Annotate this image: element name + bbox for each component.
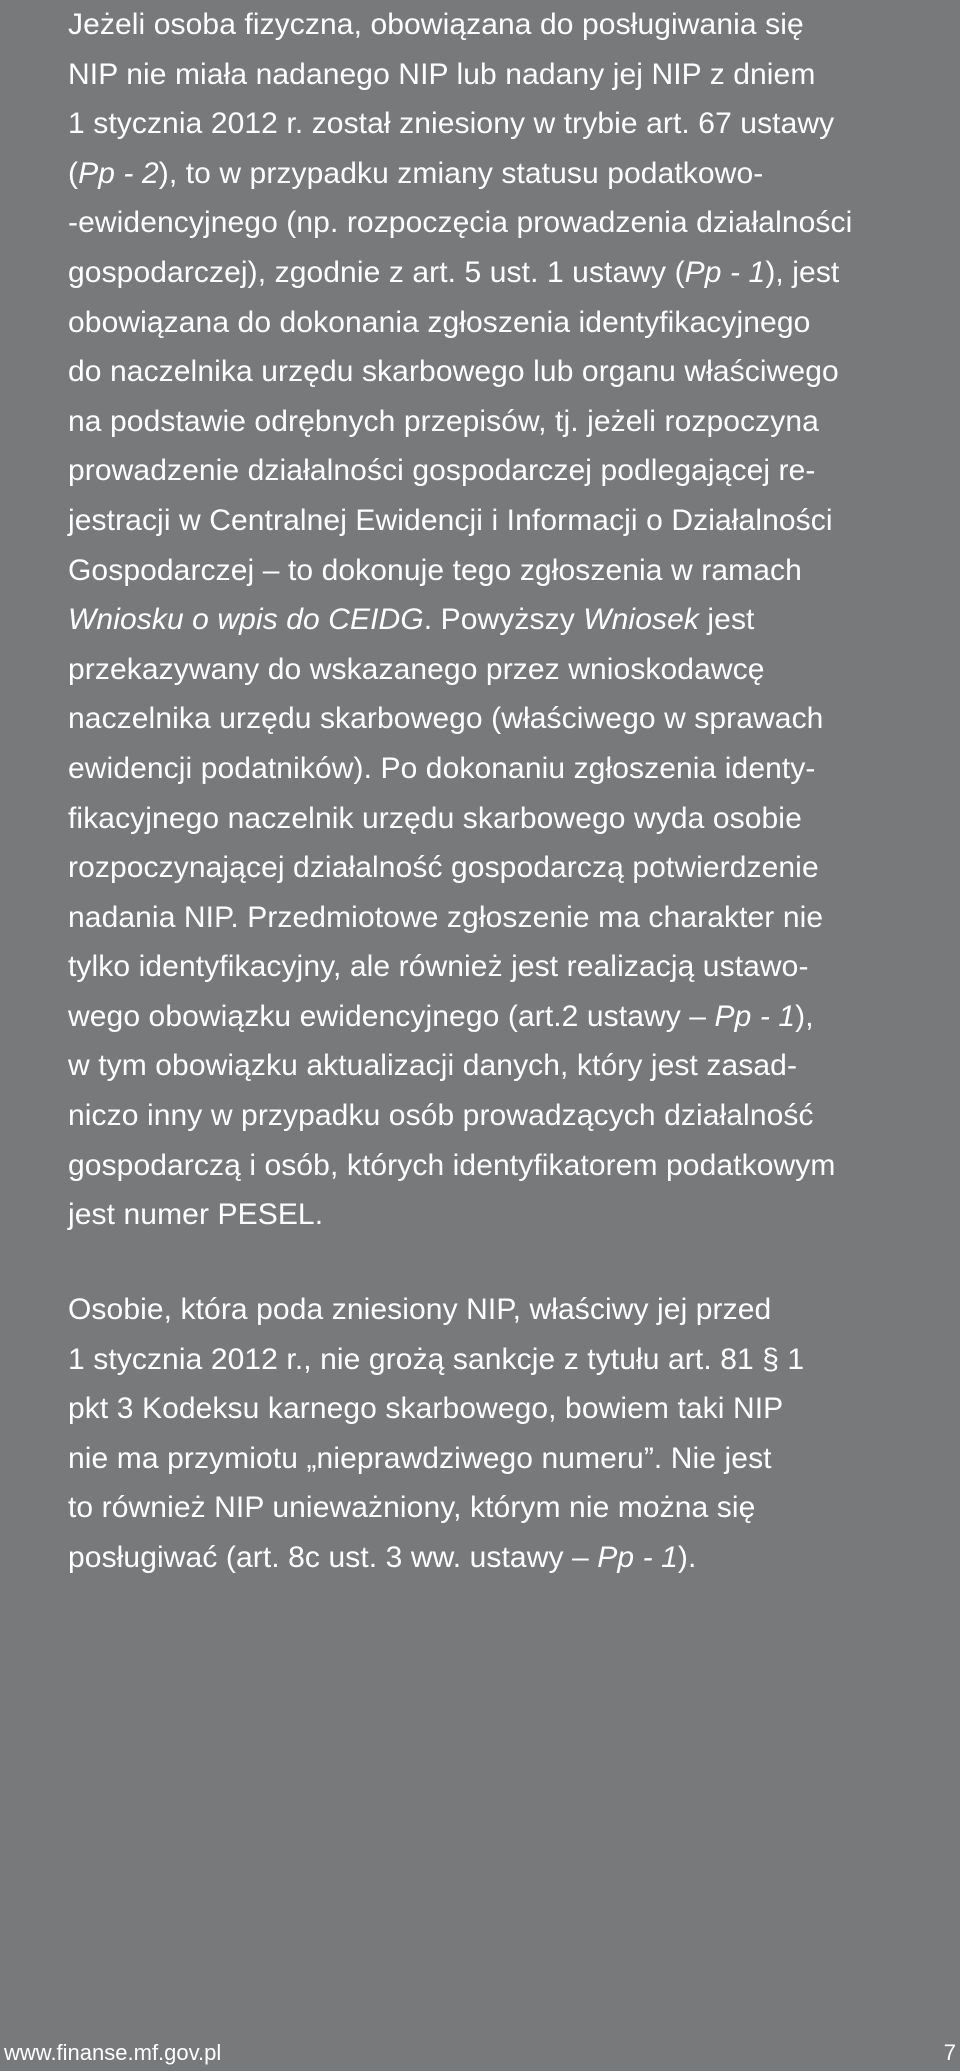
text-run: ). (677, 1540, 697, 1574)
text-line: pkt 3 Kodeksu karnego skarbowego, bowiem taki NIP (68, 1392, 784, 1426)
text-run: ( (68, 156, 79, 190)
text-line: nie ma przymiotu „nieprawdziwego numeru”. Nie jest (68, 1441, 772, 1475)
footer-website-url: www.finanse.mf.gov.pl (4, 2040, 222, 2065)
text-line: w tym obowiązku aktualizacji danych, który jest zasad- (68, 1049, 798, 1083)
text-line: 1 stycznia 2012 r. został zniesiony w trybie art. 67 ustawy (68, 107, 835, 141)
text-line: nadania NIP. Przedmiotowe zgłoszenie ma charakter nie (68, 900, 824, 934)
text-run: ), jest (765, 255, 840, 289)
text-line: jest numer PESEL. (68, 1198, 324, 1232)
text-line (68, 248, 948, 298)
text-line: to również NIP unieważniony, którym nie można się (68, 1491, 756, 1525)
text-line: rozpoczynającej działalność gospodarczą potwierdzenie (68, 851, 819, 885)
text-line (68, 1533, 948, 1583)
law-reference: Pp - 1 (714, 999, 796, 1033)
text-line: Jeżeli osoba fizyczna, obowiązana do posługiwania się (68, 8, 804, 41)
text-run: . Powyższy (423, 603, 584, 637)
text-line: fikacyjnego naczelnik urzędu skarbowego wyda osobie (68, 801, 802, 835)
form-name: Wniosku o wpis do CEIDG (68, 603, 424, 637)
paragraph-old-nip-sanctions (68, 1285, 948, 1583)
text-line: do naczelnika urzędu skarbowego lub organu właściwego (68, 355, 839, 389)
text-line (68, 992, 948, 1042)
law-reference: Pp - 1 (597, 1540, 678, 1574)
text-line: na podstawie odrębnych przepisów, tj. jeżeli rozpoczyna (68, 404, 819, 438)
page-number: 7 (943, 2040, 956, 2065)
text-line: Osobie, która poda zniesiony NIP, właściwy jej przed (68, 1293, 772, 1326)
text-line: Gospodarczej – to dokonuje tego zgłoszenia w ramach (68, 553, 802, 587)
text-run: posługiwać (art. 8c ust. 3 ww. ustawy – (68, 1540, 598, 1574)
text-line (68, 595, 948, 645)
form-name: Wniosek (583, 603, 699, 637)
text-run: jest (698, 603, 755, 637)
text-line: naczelnika urzędu skarbowego (właściwego w sprawach (68, 702, 824, 736)
text-line: przekazywany do wskazanego przez wnioskodawcę (68, 652, 765, 686)
text-line: niczo inny w przypadku osób prowadzących działalność (68, 1099, 814, 1133)
text-line: tylko identyfikacyjny, ale również jest realizacją ustawo- (68, 950, 809, 984)
text-line: NIP nie miała nadanego NIP lub nadany jej NIP z dniem (68, 57, 816, 91)
text-run: ), to w przypadku zmiany statusu podatkowo- (158, 156, 764, 190)
text-run: ), (795, 999, 814, 1033)
text-line: prowadzenie działalności gospodarczej podlegającej re- (68, 454, 816, 488)
text-line: -ewidencyjnego (np. rozpoczęcia prowadzenia działalności (68, 206, 853, 240)
text-line (68, 149, 948, 199)
law-reference: Pp - 1 (684, 255, 766, 289)
text-line: jestracji w Centralnej Ewidencji i Informacji o Działalności (68, 503, 833, 537)
paragraph-nip-notification (68, 0, 948, 1240)
text-line: ewidencji podatników). Po dokonaniu zgłoszenia identy- (68, 751, 816, 785)
law-reference: Pp - 2 (78, 156, 159, 190)
text-line: obowiązana do dokonania zgłoszenia identyfikacyjnego (68, 305, 811, 339)
text-run: gospodarczej), zgodnie z art. 5 ust. 1 ustawy ( (68, 255, 685, 289)
text-line: 1 stycznia 2012 r., nie grożą sankcje z tytułu art. 81 § 1 (68, 1342, 805, 1376)
text-run: wego obowiązku ewidencyjnego (art.2 ustawy – (68, 999, 715, 1033)
text-line: gospodarczą i osób, których identyfikatorem podatkowym (68, 1148, 836, 1182)
